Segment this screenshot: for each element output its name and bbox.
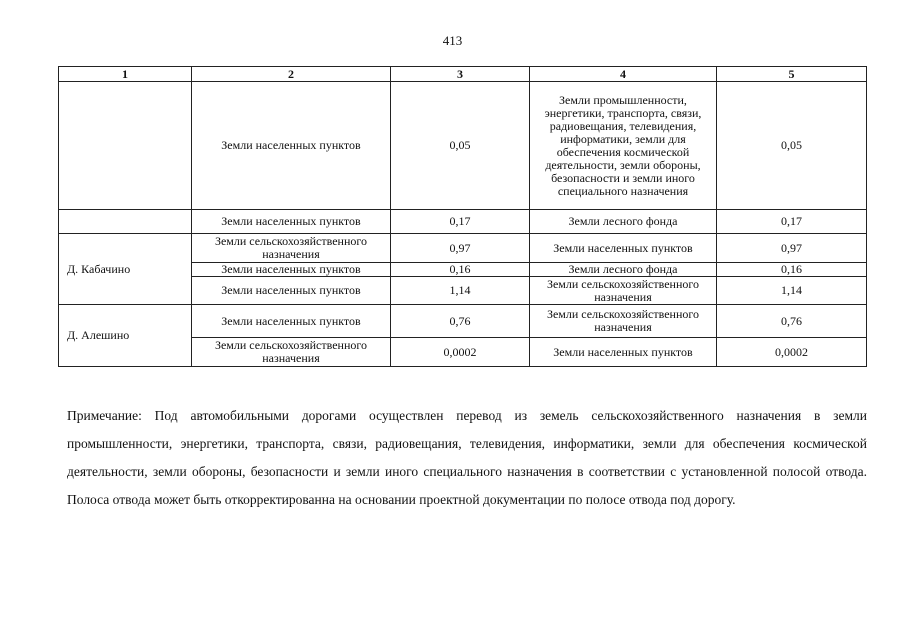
from-category-cell: Земли населенных пунктов	[192, 82, 391, 210]
area-to-cell: 0,0002	[717, 338, 867, 367]
area-from-cell: 0,05	[391, 82, 530, 210]
to-category-cell: Земли населенных пунктов	[530, 338, 717, 367]
land-transfer-table	[58, 66, 867, 367]
to-category-cell: Земли сельскохозяйственного назначения	[530, 305, 717, 338]
column-header: 5	[717, 67, 867, 82]
from-category-cell: Земли населенных пунктов	[192, 305, 391, 338]
from-category-cell: Земли населенных пунктов	[192, 277, 391, 305]
column-header: 1	[59, 67, 192, 82]
area-from-cell: 1,14	[391, 277, 530, 305]
column-header: 4	[530, 67, 717, 82]
area-to-cell: 0,76	[717, 305, 867, 338]
from-category-cell: Земли населенных пунктов	[192, 263, 391, 277]
area-to-cell: 0,17	[717, 210, 867, 234]
settlement-cell: Д. Кабачино	[59, 234, 192, 305]
table-row	[59, 82, 867, 210]
area-to-cell: 1,14	[717, 277, 867, 305]
area-from-cell: 0,0002	[391, 338, 530, 367]
settlement-cell: Д. Алешино	[59, 305, 192, 367]
table-row	[59, 234, 867, 263]
column-header: 3	[391, 67, 530, 82]
to-category-cell: Земли лесного фонда	[530, 210, 717, 234]
area-to-cell: 0,05	[717, 82, 867, 210]
to-category-cell: Земли лесного фонда	[530, 263, 717, 277]
area-to-cell: 0,16	[717, 263, 867, 277]
to-category-cell: Земли населенных пунктов	[530, 234, 717, 263]
note-paragraph: Примечание: Под автомобильными дорогами осуществлен перевод из земель сельскохозяйственного назначения в земли промышленности, энергетики, транспорта, связи, радиовещания, телевидения, информатики, земли для обеспечения космической деятельности, земли обороны, безопасности и земли иного специального назначения в соответствии с установленной полосой отвода. Полоса отвода может быть откорректированна на основании проектной документации по полосе отвода под дорогу.	[67, 408, 867, 507]
to-category-cell: Земли сельскохозяйственного назначения	[530, 277, 717, 305]
from-category-cell: Земли сельскохозяйственного назначения	[192, 234, 391, 263]
table-row	[59, 210, 867, 234]
area-from-cell: 0,17	[391, 210, 530, 234]
area-from-cell: 0,16	[391, 263, 530, 277]
from-category-cell: Земли сельскохозяйственного назначения	[192, 338, 391, 367]
column-header: 2	[192, 67, 391, 82]
settlement-cell	[59, 82, 192, 210]
settlement-cell	[59, 210, 192, 234]
from-category-cell: Земли населенных пунктов	[192, 210, 391, 234]
to-category-cell: Земли промышленности, энергетики, транспорта, связи, радиовещания, телевидения, информатики, земли для обеспечения космической деятельности, земли обороны, безопасности и земли иного специального назначения	[530, 82, 717, 210]
area-from-cell: 0,76	[391, 305, 530, 338]
page-number: 413	[442, 33, 463, 48]
table-header-row	[59, 67, 867, 82]
table-row	[59, 305, 867, 338]
area-from-cell: 0,97	[391, 234, 530, 263]
area-to-cell: 0,97	[717, 234, 867, 263]
